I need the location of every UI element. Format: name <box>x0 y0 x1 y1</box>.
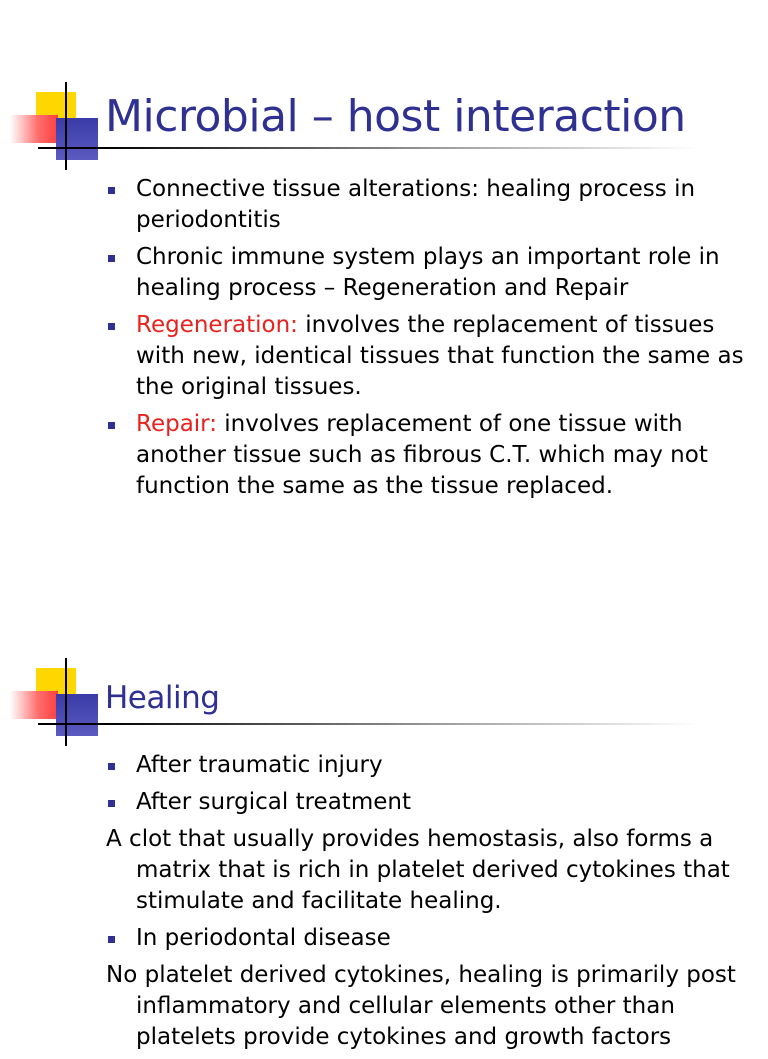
slide1-title: Microbial – host interaction <box>105 91 686 142</box>
bullet-surgical-treatment <box>106 787 746 818</box>
bullet-repair <box>106 409 746 502</box>
bullet-text: After traumatic injury <box>136 752 383 778</box>
blue-square <box>56 118 98 160</box>
paragraph-clot: A clot that usually provides hemostasis, also forms a matrix that is rich in platelet derived cytokines that stimulate and facilitate healing. <box>106 826 730 914</box>
bullet-text: Connective tissue alterations: healing process in periodontitis <box>136 176 696 233</box>
red-gradient-bar <box>10 691 58 719</box>
bullet-connective-tissue <box>106 174 746 236</box>
blue-square <box>56 694 98 736</box>
term-regeneration: Regeneration: <box>136 312 298 338</box>
red-gradient-bar <box>10 115 58 143</box>
bullet-text: In periodontal disease <box>136 925 391 951</box>
slide1-decoration <box>0 82 110 182</box>
slide2-content <box>106 750 746 1059</box>
bullet-text: Chronic immune system plays an important role in healing process – Regeneration and Repair <box>136 244 720 301</box>
paragraph-no-platelet: No platelet derived cytokines, healing is primarily post inflammatory and cellular elements other than platelets provide cytokines and growth factors <box>106 962 736 1050</box>
term-repair: Repair: <box>136 411 217 437</box>
slide2-decoration <box>0 658 110 758</box>
slide1-content <box>106 174 746 508</box>
bullet-text: involves replacement of one tissue with another tissue such as fibrous C.T. which may not function the same as the tissue replaced. <box>136 411 708 499</box>
bullet-periodontal-disease <box>106 923 746 954</box>
bullet-text: After surgical treatment <box>136 789 411 815</box>
bullet-chronic-immune <box>106 242 746 304</box>
slide2-title: Healing <box>105 680 220 716</box>
title-underline <box>38 147 698 149</box>
title-underline <box>38 723 698 725</box>
bullet-regeneration <box>106 310 746 403</box>
bullet-text: involves the replacement of tissues with new, identical tissues that function the same as the original tissues. <box>136 312 744 400</box>
vertical-rule <box>65 82 67 170</box>
bullet-traumatic-injury <box>106 750 746 781</box>
vertical-rule <box>65 658 67 746</box>
